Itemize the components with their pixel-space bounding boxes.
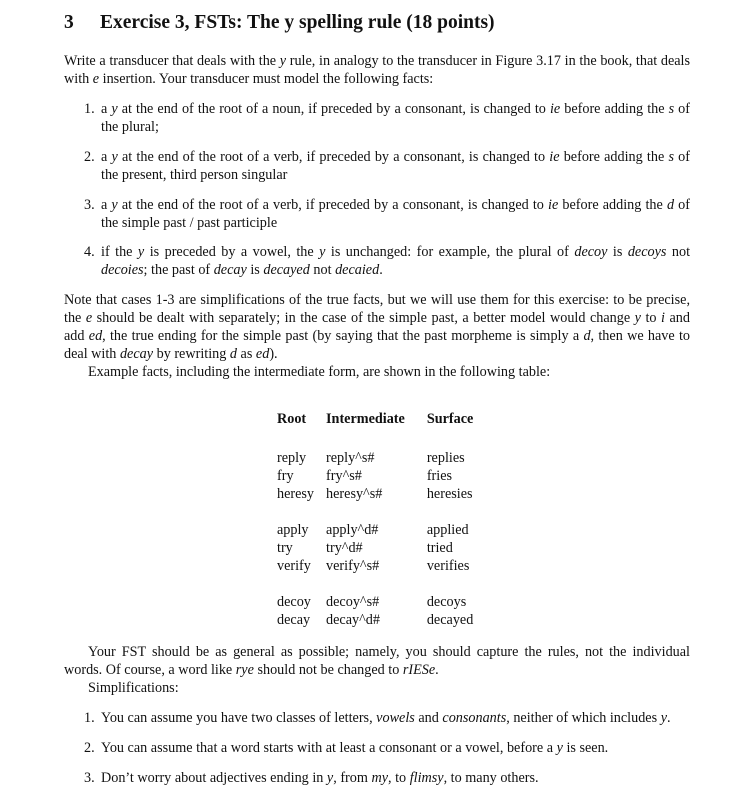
simplifications-label: Simplifications: [88, 680, 179, 696]
text-run: if the [101, 244, 138, 260]
text-run: a [101, 101, 112, 117]
fact-item-2 [84, 148, 690, 184]
italic-term: consonants [442, 710, 507, 726]
section-title: Exercise 3, FSTs: The y spelling rule (18 points) [100, 12, 495, 33]
italic-term: my [371, 770, 388, 786]
italic-term: ie [548, 197, 559, 213]
text-run: is seen. [562, 740, 609, 756]
intro-e: e [92, 71, 100, 87]
italic-term: decoies [101, 262, 144, 278]
text-run: , to [388, 770, 410, 786]
fact-text [101, 243, 690, 279]
fact-number: 3. [84, 197, 95, 213]
fact-text [101, 100, 690, 136]
simplification-text [101, 769, 690, 787]
italic-term: s [668, 101, 675, 117]
italic-term: vowels [376, 710, 415, 726]
text-run: a [101, 149, 112, 165]
text-run: ). [269, 346, 278, 362]
fact-number: 4. [84, 244, 95, 260]
general-paragraph [64, 643, 690, 679]
table-row: verify verify^s# verifies [277, 558, 470, 574]
italic-term: y [326, 770, 334, 786]
fact-number: 2. [84, 149, 95, 165]
text-run: at the end of the root of a verb, if preceded by a consonant, is changed to [117, 149, 550, 165]
fact-text [101, 196, 690, 232]
intro-text-2: rule, in analogy to the transducer in Figure 3.17 in the book, that deals with [64, 53, 690, 87]
text-run: You can assume that a word starts with at least a consonant or a vowel, before a [101, 740, 557, 756]
text-run: should not be changed to [253, 662, 403, 678]
italic-term: rye [235, 662, 254, 678]
text-run: before adding the [559, 149, 669, 165]
italic-term: y [111, 101, 118, 117]
intro-y: y [279, 53, 287, 69]
italic-term: e [85, 310, 93, 326]
text-run: . [667, 710, 671, 726]
text-run: and [414, 710, 443, 726]
italic-term: y [137, 244, 145, 260]
table-row: apply apply^d# applied [277, 522, 469, 538]
table-row: reply reply^s# replies [277, 450, 465, 466]
simplification-item-1 [84, 709, 690, 727]
text-run: and add [64, 310, 690, 344]
italic-term: decoys [627, 244, 667, 260]
table-row: fry fry^s# fries [277, 468, 453, 484]
table-row: try try^d# tried [277, 540, 453, 556]
simplification-text [101, 739, 690, 757]
italic-term: decay [213, 262, 247, 278]
section-number: 3 [64, 12, 74, 33]
intro-text-3: insertion. Your transducer must model the following facts: [99, 71, 434, 87]
header-intermediate: Intermediate [326, 410, 405, 427]
italic-term: d [666, 197, 675, 213]
text-run: ; the past of [143, 262, 214, 278]
intro-paragraph [64, 52, 690, 88]
italic-term: y [556, 740, 563, 756]
fact-text [101, 148, 690, 184]
italic-term: decoy [574, 244, 608, 260]
italic-term: flimsy [409, 770, 444, 786]
table-row: decay decay^d# decayed [277, 612, 474, 628]
table-row: decoy decoy^s# decoys [277, 594, 467, 610]
simplification-item-3 [84, 769, 690, 787]
italic-term: ed [88, 328, 103, 344]
text-run: at the end of the root of a verb, if preceded by a consonant, is changed to [117, 197, 549, 213]
text-run: of the plural; [101, 101, 690, 135]
italic-term: d [583, 328, 591, 344]
text-run: not [666, 244, 691, 260]
text-run: Note that cases 1-3 are simplifications of the true facts, but we will use them for this exercise: to be precise, the [64, 292, 690, 326]
italic-term: i [661, 310, 665, 326]
italic-term: ed [255, 346, 270, 362]
text-run: , neither of which includes [506, 710, 661, 726]
italic-term: decayed [263, 262, 310, 278]
text-run: before adding the [560, 101, 669, 117]
text-run: is [246, 262, 264, 278]
simplification-number: 1. [84, 710, 95, 726]
text-run: , the true ending for the simple past (by saying that the past morpheme is simply a [102, 328, 584, 344]
table-header-row [271, 407, 479, 431]
italic-term: d [229, 346, 237, 362]
header-root: Root [277, 410, 307, 427]
text-run: of the present, third person singular [101, 149, 690, 183]
text-run: not [309, 262, 336, 278]
text-run: . [379, 262, 383, 278]
text-run: should be dealt with separately; in the case of the simple past, a better model would change [92, 310, 635, 326]
simplification-text [101, 709, 690, 727]
italic-term: ie [549, 149, 560, 165]
text-run: by rewriting [153, 346, 230, 362]
text-run: You can assume you have two classes of letters, [101, 710, 377, 726]
fact-item-3 [84, 196, 690, 232]
text-run: Don’t worry about adjectives ending in [101, 770, 327, 786]
italic-term: ie [549, 101, 561, 117]
simplification-item-2 [84, 739, 690, 757]
note-paragraph [64, 291, 690, 363]
italic-term: decaied [335, 262, 380, 278]
text-run: . [435, 662, 439, 678]
text-run: is [607, 244, 628, 260]
text-run: is preceded by a vowel, the [144, 244, 320, 260]
intro-text: Write a transducer that deals with the [64, 53, 280, 69]
section-heading [64, 12, 495, 34]
fact-item-4 [84, 243, 690, 279]
italic-term: y [111, 197, 118, 213]
text-run: to [640, 310, 662, 326]
text-run: , then we have to deal with [64, 328, 690, 362]
italic-term: y [111, 149, 118, 165]
italic-term: y [634, 310, 641, 326]
simplification-number: 3. [84, 770, 95, 786]
text-run: as [236, 346, 256, 362]
text-run: at the end of the root of a noun, if preceded by a consonant, is changed to [117, 101, 550, 117]
simplification-number: 2. [84, 740, 95, 756]
text-run: of the simple past / past participle [101, 197, 690, 231]
text-run: Your FST should be as general as possible; namely, you should capture the rules, not the individual words. Of course, a word like [64, 644, 690, 678]
text-run: a [101, 197, 112, 213]
fact-number: 1. [84, 101, 95, 117]
fact-item-1 [84, 100, 690, 136]
italic-term: rIESe [402, 662, 436, 678]
text-run: , to many others. [443, 770, 539, 786]
italic-term: y [660, 710, 667, 726]
table-row: heresy heresy^s# heresies [277, 486, 473, 502]
example-intro: Example facts, including the intermediate form, are shown in the following table: [88, 364, 551, 380]
italic-term: decay [119, 346, 154, 362]
example-table [271, 407, 479, 629]
italic-term: s [668, 149, 674, 165]
italic-term: y [319, 244, 326, 260]
text-run: is unchanged: for example, the plural of [325, 244, 575, 260]
text-run: , from [333, 770, 372, 786]
header-surface: Surface [426, 410, 474, 427]
text-run: before adding the [558, 197, 667, 213]
